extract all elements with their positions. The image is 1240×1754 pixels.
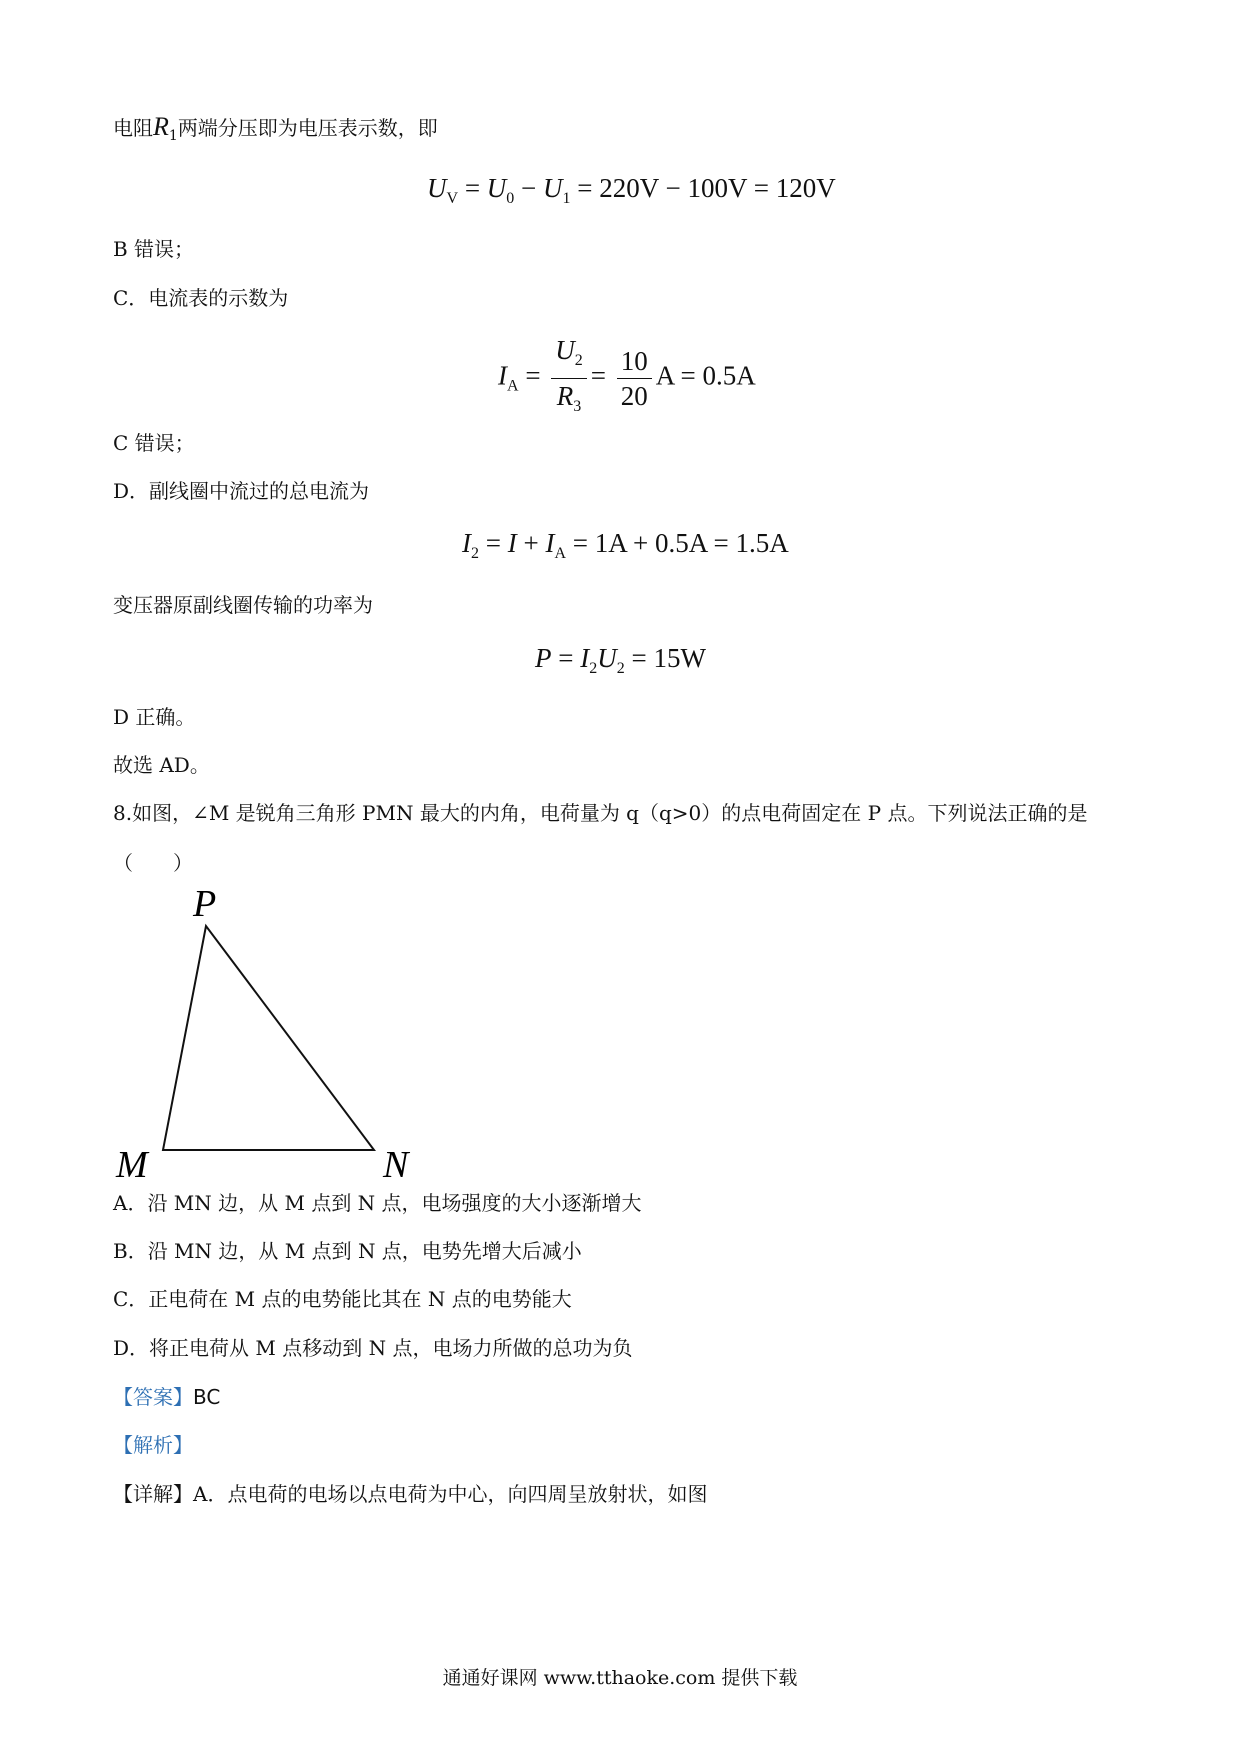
detail-text: A．点电荷的电场以点电荷为中心，向四周呈放射状，如图 xyxy=(193,1482,708,1506)
answer-value: BC xyxy=(193,1385,221,1409)
option-b: B．沿 MN 边，从 M 点到 N 点，电势先增大后减小 xyxy=(113,1239,582,1263)
detail-line xyxy=(113,1481,707,1507)
option-c: C．正电荷在 M 点的电势能比其在 N 点的电势能大 xyxy=(113,1287,572,1311)
label-m: M xyxy=(116,1144,148,1180)
label-n: N xyxy=(383,1144,409,1180)
answer-label: 【答案】 xyxy=(113,1385,193,1409)
detail-label: 【详解】 xyxy=(113,1482,193,1506)
option-d: D．将正电荷从 M 点移动到 N 点，电场力所做的总功为负 xyxy=(113,1336,633,1360)
equation-uv: $U_V = U_0 - U_1 = 220V - 100V = 120V$ xyxy=(427,173,836,207)
text-c-intro: C．电流表的示数为 xyxy=(113,286,289,310)
question-8-blank: （ ） xyxy=(113,851,193,875)
question-8: 8.如图，∠M 是锐角三角形 PMN 最大的内角，电荷量为 q（q>0）的点电荷固定在 P 点。下列说法正确的是 xyxy=(113,801,1088,825)
equation-p: $P = I_2U_2 = 15W$ xyxy=(535,643,706,677)
text-line-r1: 电阻$R_1$两端分压即为电压表示数，即 xyxy=(113,112,438,144)
text-d-intro: D．副线圈中流过的总电流为 xyxy=(113,479,370,503)
text-b-wrong: B 错误； xyxy=(113,237,195,261)
triangle-figure xyxy=(100,880,440,1180)
answer-line xyxy=(113,1384,220,1410)
page-footer: 通通好课网 www.tthaoke.com 提供下载 xyxy=(442,1667,798,1689)
triangle-pmn xyxy=(163,926,374,1150)
text-choose: 故选 AD。 xyxy=(113,753,210,777)
equation-i2: $I_2 = I + I_A = 1A + 0.5A = 1.5A$ xyxy=(462,528,789,562)
text-power-intro: 变压器原副线圈传输的功率为 xyxy=(113,593,373,617)
option-a: A．沿 MN 边，从 M 点到 N 点，电场强度的大小逐渐增大 xyxy=(113,1191,642,1215)
text-d-right: D 正确。 xyxy=(113,705,196,729)
equation-ia: $I_A$ = $\frac{U_2}{R_3}$ = $\frac{10}{20}$ A = 0.5A xyxy=(498,335,756,415)
analysis-label: 【解析】 xyxy=(113,1433,193,1457)
label-p: P xyxy=(193,883,217,925)
text-c-wrong: C 错误； xyxy=(113,431,195,455)
